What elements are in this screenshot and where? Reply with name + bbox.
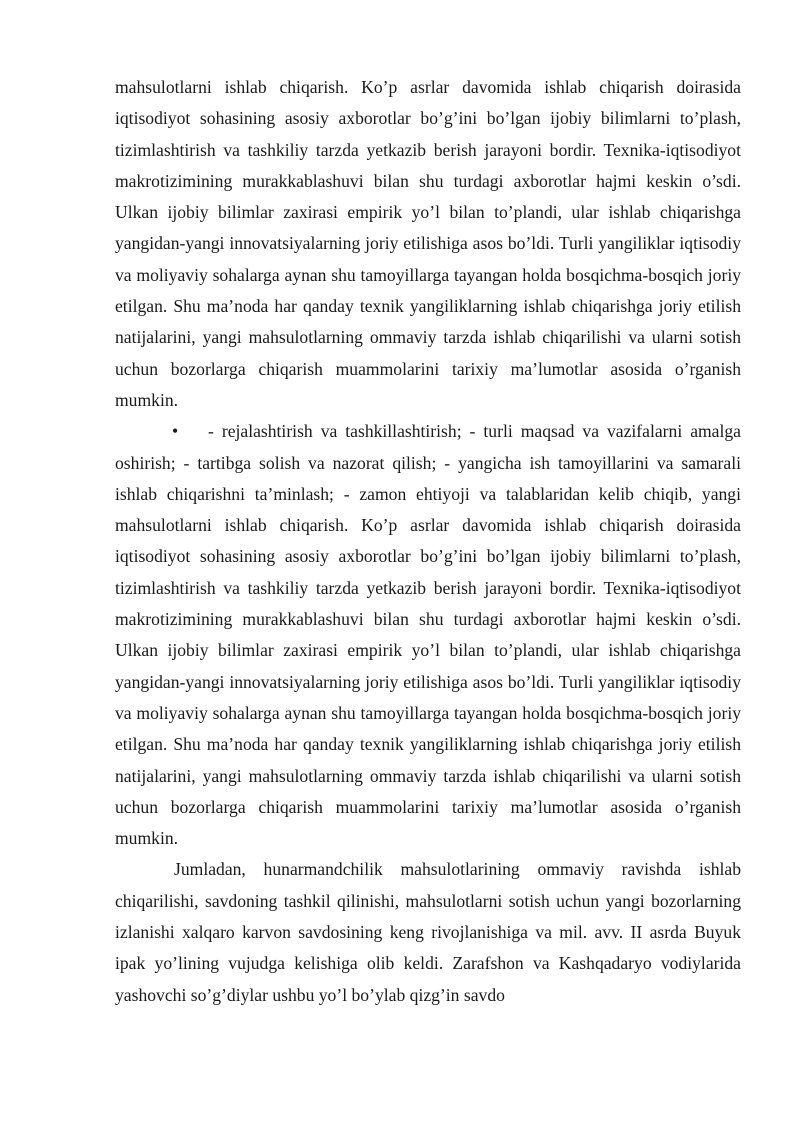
paragraph-continuation: mahsulotlarni ishlab chiqarish. Ko’p asrlar davomida ishlab chiqarish doirasida iqtisodiyot sohasining asosiy axborotlar bo’g’ini bo’lgan ijobiy bilimlarni to’plash, tizimlashtirish va tashkiliy tarzda yetkazib berish jarayoni bordir. Texnika-iqtisodiyot makrotizimining murakkablashuvi bilan shu turdagi axborotlar hajmi keskin o’sdi. Ulkan ijobiy bilimlar zaxirasi empirik yo’l bilan to’plandi, ular ishlab chiqarishga yangidan-yangi innovatsiyalarning joriy etilishiga asos bo’ldi. Turli yangiliklar iqtisodiy va moliyaviy sohalarga aynan shu tamoyillarga tayangan holda bosqichma-bosqich joriy etilgan. Shu ma’noda har qanday texnik yangiliklarning ishlab chiqarishga joriy etilish natijalarini, yangi mahsulotlarning ommaviy tarzda ishlab chiqarilishi va ularni sotish uchun bozorlarga chiqarish muammolarini tarixiy ma’lumotlar asosida o’rganish mumkin.	[115, 77, 741, 410]
paragraph-jumladan: Jumladan, hunarmandchilik mahsulotlarining ommaviy ravishda ishlab chiqarilishi, savdoning tashkil qilinishi, mahsulotlarni sotish uchun yangi bozorlarning izlanishi xalqaro karvon savdosining keng rivojlanishiga va mil. avv. II asrda Buyuk ipak yo’lining vujudga kelishiga olib keldi. Zarafshon va Kashqadaryo vodiylarida yashovchi so’g’diylar ushbu yo’l bo’ylab qizg’in savdo	[115, 859, 741, 1005]
bullet-paragraph-text: - rejalashtirish va tashkillashtirish; - turli maqsad va vazifalarni amalga oshirish; - tartibga solish va nazorat qilish; - yangicha ish tamoyillarini va samarali ishlab chiqarishni ta’minlash; - zamon ehtiyoji va talablaridan kelib chiqib, yangi mahsulotlarni ishlab chiqarish. Ko’p asrlar davomida ishlab chiqarish doirasida iqtisodiyot sohasining asosiy axborotlar bo’g’ini bo’lgan ijobiy bilimlarni to’plash, tizimlashtirish va tashkiliy tarzda yetkazib berish jarayoni bordir. Texnika-iqtisodiyot makrotizimining murakkablashuvi bilan shu turdagi axborotlar hajmi keskin o’sdi. Ulkan ijobiy bilimlar zaxirasi empirik yo’l bilan to’plandi, ular ishlab chiqarishga yangidan-yangi innovatsiyalarning joriy etilishiga asos bo’ldi. Turli yangiliklar iqtisodiy va moliyaviy sohalarga aynan shu tamoyillarga tayangan holda bosqichma-bosqich joriy etilgan. Shu ma’noda har qanday texnik yangiliklarning ishlab chiqarishga joriy etilish natijalarini, yangi mahsulotlarning ommaviy tarzda ishlab chiqarilishi va ularni sotish uchun bozorlarga chiqarish muammolarini tarixiy ma’lumotlar asosida o’rganish mumkin.	[115, 421, 741, 849]
bullet-icon: •	[172, 421, 179, 442]
bullet-paragraph	[115, 416, 741, 854]
document-body	[115, 72, 741, 1011]
